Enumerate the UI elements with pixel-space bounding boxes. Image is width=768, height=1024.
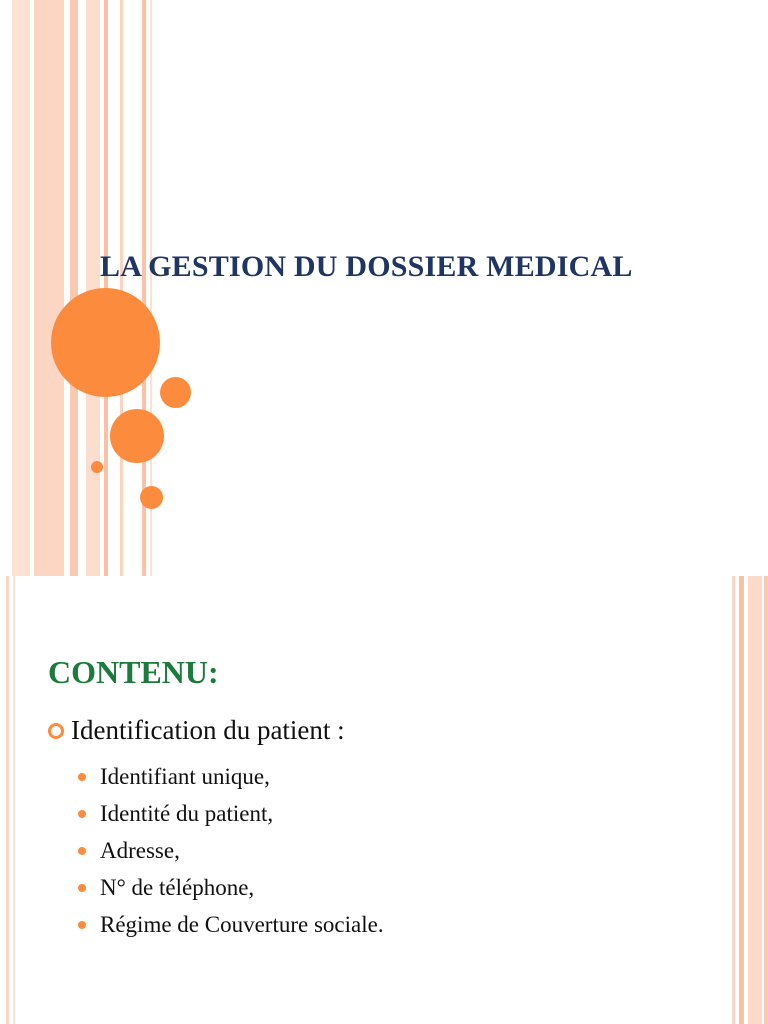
decorative-circle-small: [160, 377, 191, 408]
dot-bullet-icon: [78, 773, 86, 781]
list-item-text: Identifiant unique,: [100, 763, 270, 789]
list-item: [78, 795, 384, 832]
decorative-stripe: [120, 0, 123, 576]
decorative-stripe: [6, 576, 9, 1024]
decorative-circle-tiny: [91, 461, 103, 473]
dot-bullet-icon: [78, 884, 86, 892]
decorative-stripe: [748, 576, 762, 1024]
decorative-stripe: [34, 0, 64, 576]
decorative-circle-medium: [110, 409, 164, 463]
decorative-circle-large: [51, 288, 160, 397]
list-item-text: Régime de Couverture sociale.: [100, 911, 384, 937]
list-item: [78, 758, 384, 795]
decorative-stripe: [13, 576, 15, 1024]
slide-title: LA GESTION DU DOSSIER MEDICAL: [100, 250, 633, 283]
decorative-stripe: [732, 576, 735, 1024]
dot-bullet-icon: [78, 847, 86, 855]
list-item-text: Adresse,: [100, 837, 180, 863]
decorative-circle-small: [140, 486, 163, 509]
list-item: [78, 906, 384, 943]
ring-bullet-icon: [48, 723, 64, 739]
decorative-stripe: [70, 0, 78, 576]
dot-bullet-icon: [78, 921, 86, 929]
decorative-stripe: [12, 0, 30, 576]
dot-bullet-icon: [78, 810, 86, 818]
decorative-stripe: [764, 576, 768, 1024]
list-item: [78, 832, 384, 869]
main-bullet-text: Identification du patient :: [71, 715, 345, 745]
content-heading: CONTENU:: [48, 654, 219, 690]
list-item-text: Identité du patient,: [100, 800, 274, 826]
decorative-stripe: [739, 576, 744, 1024]
list-item-text: N° de téléphone,: [100, 874, 255, 900]
sub-bullet-list: [78, 758, 384, 943]
list-item: [78, 869, 384, 906]
main-bullet-item: [48, 715, 345, 746]
